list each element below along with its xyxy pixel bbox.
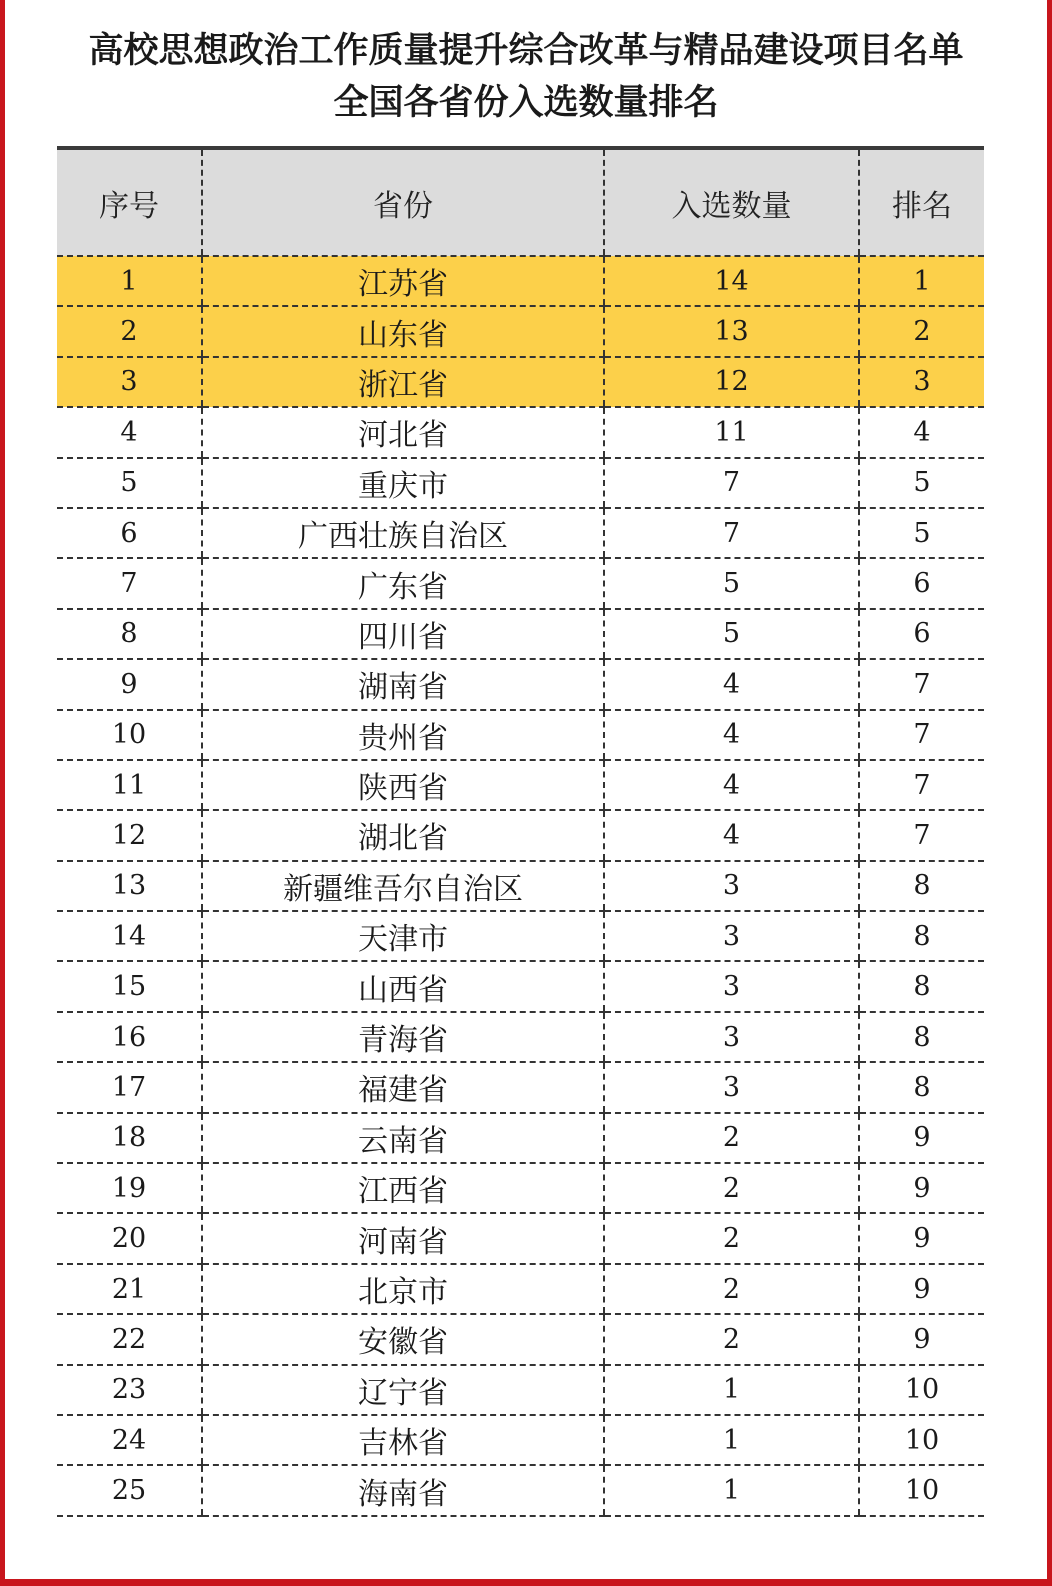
cell-rank: 7 xyxy=(859,810,984,860)
cell-rank: 5 xyxy=(859,508,984,558)
cell-province: 福建省 xyxy=(202,1062,604,1112)
cell-rank: 9 xyxy=(859,1213,984,1263)
table-row xyxy=(57,710,984,760)
cell-count: 2 xyxy=(604,1213,859,1263)
cell-count: 12 xyxy=(604,357,859,407)
table-row xyxy=(57,1365,984,1415)
table-row xyxy=(57,357,984,407)
header-index: 序号 xyxy=(57,148,202,256)
cell-count: 3 xyxy=(604,1062,859,1112)
cell-count: 4 xyxy=(604,760,859,810)
table-row xyxy=(57,609,984,659)
table-row xyxy=(57,861,984,911)
cell-rank: 6 xyxy=(859,558,984,608)
table-row xyxy=(57,1415,984,1465)
cell-count: 1 xyxy=(604,1465,859,1515)
cell-index: 11 xyxy=(57,760,202,810)
cell-province: 天津市 xyxy=(202,911,604,961)
cell-count: 2 xyxy=(604,1264,859,1314)
cell-province: 辽宁省 xyxy=(202,1365,604,1415)
cell-count: 7 xyxy=(604,458,859,508)
cell-rank: 7 xyxy=(859,760,984,810)
header-province: 省份 xyxy=(202,148,604,256)
cell-province: 河南省 xyxy=(202,1213,604,1263)
cell-rank: 10 xyxy=(859,1465,984,1515)
table-row xyxy=(57,1113,984,1163)
page-title: 高校思想政治工作质量提升综合改革与精品建设项目名单 xyxy=(88,31,964,71)
cell-rank: 5 xyxy=(859,458,984,508)
cell-province: 重庆市 xyxy=(202,458,604,508)
cell-count: 4 xyxy=(604,659,859,709)
cell-index: 22 xyxy=(57,1314,202,1364)
cell-index: 5 xyxy=(57,458,202,508)
cell-index: 25 xyxy=(57,1465,202,1515)
cell-index: 12 xyxy=(57,810,202,860)
cell-count: 3 xyxy=(604,1012,859,1062)
cell-province: 浙江省 xyxy=(202,357,604,407)
cell-rank: 10 xyxy=(859,1415,984,1465)
cell-rank: 9 xyxy=(859,1264,984,1314)
cell-province: 山西省 xyxy=(202,961,604,1011)
cell-count: 5 xyxy=(604,558,859,608)
cell-rank: 7 xyxy=(859,710,984,760)
cell-count: 11 xyxy=(604,407,859,457)
table-row xyxy=(57,1465,984,1515)
cell-province: 广西壮族自治区 xyxy=(202,508,604,558)
cell-rank: 8 xyxy=(859,861,984,911)
cell-count: 7 xyxy=(604,508,859,558)
cell-count: 1 xyxy=(604,1415,859,1465)
cell-province: 江苏省 xyxy=(202,256,604,306)
cell-index: 8 xyxy=(57,609,202,659)
cell-province: 青海省 xyxy=(202,1012,604,1062)
cell-rank: 9 xyxy=(859,1314,984,1364)
cell-rank: 8 xyxy=(859,911,984,961)
ranking-table xyxy=(57,146,984,1517)
cell-index: 18 xyxy=(57,1113,202,1163)
cell-index: 2 xyxy=(57,306,202,356)
cell-count: 13 xyxy=(604,306,859,356)
table-row xyxy=(57,1213,984,1263)
cell-count: 3 xyxy=(604,861,859,911)
header-rank: 排名 xyxy=(859,148,984,256)
cell-rank: 10 xyxy=(859,1365,984,1415)
table-row xyxy=(57,407,984,457)
cell-province: 江西省 xyxy=(202,1163,604,1213)
page-subtitle: 全国各省份入选数量排名 xyxy=(333,83,719,123)
cell-province: 吉林省 xyxy=(202,1415,604,1465)
cell-rank: 3 xyxy=(859,357,984,407)
cell-province: 陕西省 xyxy=(202,760,604,810)
cell-province: 湖北省 xyxy=(202,810,604,860)
table-row xyxy=(57,659,984,709)
cell-rank: 8 xyxy=(859,1062,984,1112)
header-count: 入选数量 xyxy=(604,148,859,256)
cell-index: 21 xyxy=(57,1264,202,1314)
cell-count: 3 xyxy=(604,961,859,1011)
cell-index: 13 xyxy=(57,861,202,911)
table-row xyxy=(57,961,984,1011)
cell-province: 四川省 xyxy=(202,609,604,659)
table-row xyxy=(57,256,984,306)
cell-index: 23 xyxy=(57,1365,202,1415)
cell-count: 4 xyxy=(604,810,859,860)
cell-index: 3 xyxy=(57,357,202,407)
cell-rank: 1 xyxy=(859,256,984,306)
cell-rank: 6 xyxy=(859,609,984,659)
table-row xyxy=(57,1062,984,1112)
cell-index: 6 xyxy=(57,508,202,558)
cell-count: 2 xyxy=(604,1163,859,1213)
table-row xyxy=(57,1264,984,1314)
cell-rank: 2 xyxy=(859,306,984,356)
cell-province: 海南省 xyxy=(202,1465,604,1515)
table-row xyxy=(57,1314,984,1364)
cell-province: 北京市 xyxy=(202,1264,604,1314)
table-row xyxy=(57,508,984,558)
cell-rank: 7 xyxy=(859,659,984,709)
cell-province: 云南省 xyxy=(202,1113,604,1163)
cell-rank: 9 xyxy=(859,1113,984,1163)
cell-count: 2 xyxy=(604,1314,859,1364)
table-row xyxy=(57,911,984,961)
cell-rank: 8 xyxy=(859,1012,984,1062)
table-row xyxy=(57,558,984,608)
cell-index: 14 xyxy=(57,911,202,961)
table-row xyxy=(57,1163,984,1213)
cell-count: 4 xyxy=(604,710,859,760)
table-header-row xyxy=(57,148,984,256)
cell-province: 河北省 xyxy=(202,407,604,457)
cell-index: 24 xyxy=(57,1415,202,1465)
cell-rank: 8 xyxy=(859,961,984,1011)
cell-count: 2 xyxy=(604,1113,859,1163)
table-row xyxy=(57,1012,984,1062)
cell-index: 10 xyxy=(57,710,202,760)
cell-rank: 4 xyxy=(859,407,984,457)
cell-index: 15 xyxy=(57,961,202,1011)
cell-index: 1 xyxy=(57,256,202,306)
cell-count: 1 xyxy=(604,1365,859,1415)
table-row xyxy=(57,458,984,508)
table-row xyxy=(57,306,984,356)
cell-rank: 9 xyxy=(859,1163,984,1213)
cell-province: 广东省 xyxy=(202,558,604,608)
cell-count: 5 xyxy=(604,609,859,659)
cell-index: 19 xyxy=(57,1163,202,1213)
cell-index: 17 xyxy=(57,1062,202,1112)
cell-count: 3 xyxy=(604,911,859,961)
table-body xyxy=(57,256,984,1516)
cell-index: 7 xyxy=(57,558,202,608)
table-row xyxy=(57,810,984,860)
table-row xyxy=(57,760,984,810)
cell-index: 9 xyxy=(57,659,202,709)
cell-count: 14 xyxy=(604,256,859,306)
cell-province: 新疆维吾尔自治区 xyxy=(202,861,604,911)
cell-province: 山东省 xyxy=(202,306,604,356)
cell-index: 16 xyxy=(57,1012,202,1062)
cell-province: 安徽省 xyxy=(202,1314,604,1364)
cell-index: 4 xyxy=(57,407,202,457)
cell-province: 贵州省 xyxy=(202,710,604,760)
cell-province: 湖南省 xyxy=(202,659,604,709)
cell-index: 20 xyxy=(57,1213,202,1263)
